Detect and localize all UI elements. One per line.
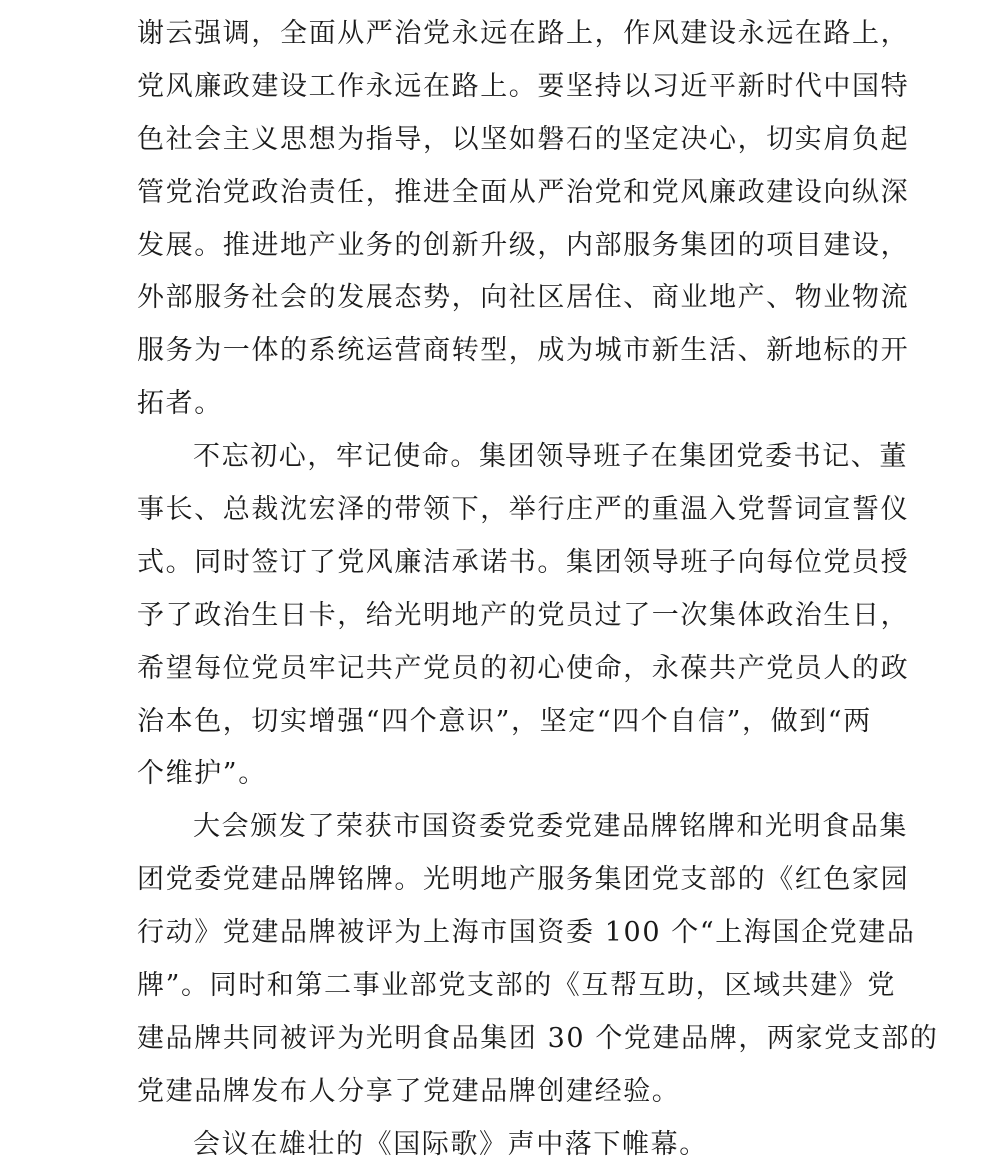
text-line: 色社会主义思想为指导，以坚如磐石的坚定决心，切实肩负起 — [137, 123, 910, 155]
text-line: 希望每位党员牢记共产党员的初心使命，永葆共产党员人的政 — [137, 652, 910, 684]
text-line: 拓者。 — [137, 388, 223, 420]
text-line: 管党治党政治责任，推进全面从严治党和党风廉政建设向纵深 — [137, 176, 910, 208]
text-line: 行动》党建品牌被评为上海市国资委 100 个“上海国企党建品 — [137, 917, 916, 949]
text-line: 不忘初心，牢记使命。集团领导班子在集团党委书记、董 — [193, 441, 908, 473]
paragraph-2 — [137, 434, 910, 804]
text-line: 服务为一体的系统运营商转型，成为城市新生活、新地标的开 — [137, 335, 910, 367]
text-line: 大会颁发了荣获市国资委党委党建品牌铭牌和光明食品集 — [193, 811, 908, 843]
text-line: 予了政治生日卡，给光明地产的党员过了一次集体政治生日， — [137, 599, 910, 631]
text-line: 党风廉政建设工作永远在路上。要坚持以习近平新时代中国特 — [137, 70, 910, 102]
text-line: 谢云强调，全面从严治党永远在路上，作风建设永远在路上， — [137, 18, 910, 49]
paragraph-1 — [137, 11, 910, 434]
text-line: 党建品牌发布人分享了党建品牌创建经验。 — [137, 1075, 681, 1107]
text-line: 发展。推进地产业务的创新升级，内部服务集团的项目建设， — [137, 229, 910, 261]
text-line: 事长、总裁沈宏泽的带领下，举行庄严的重温入党誓词宣誓仪 — [137, 494, 910, 526]
text-line: 会议在雄壮的《国际歌》声中落下帷幕。 — [193, 1128, 708, 1160]
paragraph-4 — [137, 1122, 877, 1175]
paragraph-3 — [137, 804, 939, 1121]
document-page — [137, 11, 939, 1175]
text-line: 外部服务社会的发展态势，向社区居住、商业地产、物业物流 — [137, 282, 910, 314]
text-line: 牌”。同时和第二事业部党支部的《互帮互助，区域共建》党 — [137, 970, 897, 1002]
text-line: 建品牌共同被评为光明食品集团 30 个党建品牌，两家党支部的 — [137, 1022, 939, 1054]
text-line: 团党委党建品牌铭牌。光明地产服务集团党支部的《红色家园 — [137, 864, 910, 896]
text-line: 个维护”。 — [137, 758, 267, 790]
text-line: 治本色，切实增强“四个意识”，坚定“四个自信”，做到“两 — [137, 705, 872, 737]
text-line: 式。同时签订了党风廉洁承诺书。集团领导班子向每位党员授 — [137, 546, 910, 578]
